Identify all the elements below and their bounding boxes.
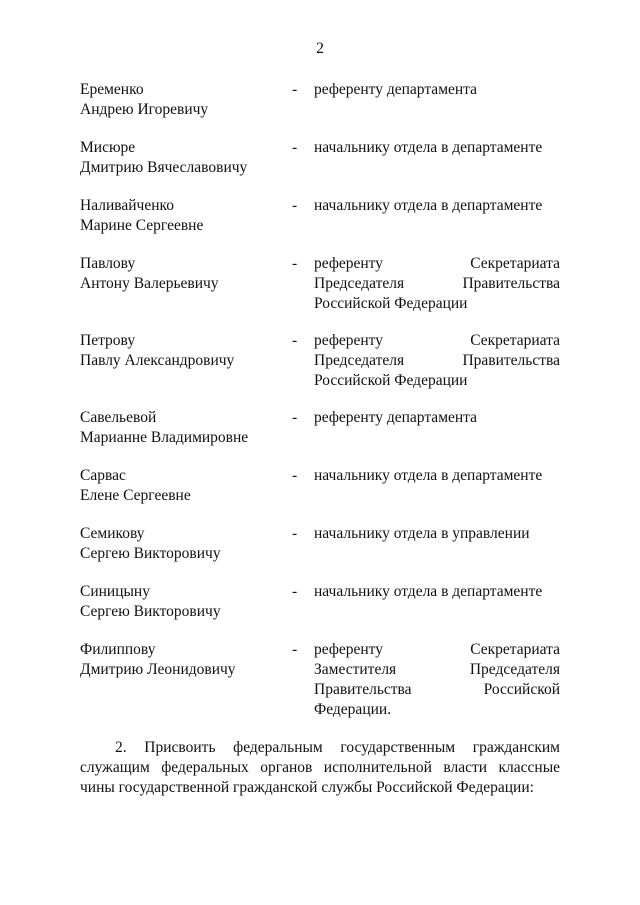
position-line: начальнику отдела в департаменте [314,467,543,484]
position-line: референту департамента [314,409,478,426]
position-title [314,80,560,100]
person-name [80,408,280,448]
position-line: начальнику отдела в управлении [314,525,530,542]
page-number: 2 [316,40,324,57]
surname: Филиппову [80,641,156,658]
dash-separator: - [292,641,298,658]
person-name [80,640,280,680]
paragraph-line: 2. Присвоить федеральным государственным гражданским [115,739,560,756]
dash-separator: - [292,409,298,426]
person-name [80,196,280,236]
surname: Павлову [80,255,136,272]
position-line: референту Секретариата [314,255,560,272]
position-line: референту департамента [314,81,478,98]
given-names: Елене Сергеевне [80,487,191,504]
position-title [314,466,560,486]
position-line: Российской Федерации [314,295,468,312]
dash-separator: - [292,467,298,484]
position-line: Председателя Правительства [314,352,560,369]
person-name [80,254,280,294]
dash-separator: - [292,139,298,156]
given-names: Сергею Викторовичу [80,603,221,620]
paragraph-line: служащим федеральных органов исполнительной власти классные [80,759,560,776]
person-name [80,524,280,564]
position-line: начальнику отдела в департаменте [314,139,543,156]
position-line: Председателя Правительства [314,275,560,292]
position-title [314,408,560,428]
surname: Сарвас [80,467,126,484]
dash-separator: - [292,197,298,214]
position-line: Федерации. [314,701,392,718]
given-names: Сергею Викторовичу [80,545,221,562]
position-line: Правительства Российской [314,681,560,698]
position-title [314,196,560,216]
dash-separator: - [292,332,298,349]
person-name [80,138,280,178]
given-names: Дмитрию Леонидовичу [80,661,236,678]
given-names: Антону Валерьевичу [80,275,219,292]
position-title [314,254,560,314]
surname: Мисюре [80,139,136,156]
position-line: референту Секретариата [314,332,560,349]
position-line: Заместителя Председателя [314,661,560,678]
dash-separator: - [292,583,298,600]
person-name [80,80,280,120]
position-title [314,582,560,602]
position-title [314,138,560,158]
dash-separator: - [292,81,298,98]
position-line: референту Секретариата [314,641,560,658]
surname: Наливайченко [80,197,174,214]
position-title [314,640,560,720]
given-names: Дмитрию Вячеславовичу [80,159,248,176]
surname: Савельевой [80,409,157,426]
person-name [80,582,280,622]
person-name [80,466,280,506]
position-line: Российской Федерации [314,372,468,389]
position-line: начальнику отдела в департаменте [314,197,543,214]
given-names: Павлу Александровичу [80,352,235,369]
body-paragraph [80,738,560,798]
given-names: Марине Сергеевне [80,217,204,234]
position-title [314,524,560,544]
paragraph-line: чины государственной гражданской службы Российской Федерации: [80,779,534,796]
dash-separator: - [292,255,298,272]
surname: Петрову [80,332,136,349]
given-names: Андрею Игоревичу [80,101,209,118]
position-title [314,331,560,391]
surname: Еременко [80,81,144,98]
surname: Синицыну [80,583,150,600]
person-name [80,331,280,371]
given-names: Марианне Владимировне [80,429,249,446]
surname: Семикову [80,525,145,542]
dash-separator: - [292,525,298,542]
position-line: начальнику отдела в департаменте [314,583,543,600]
